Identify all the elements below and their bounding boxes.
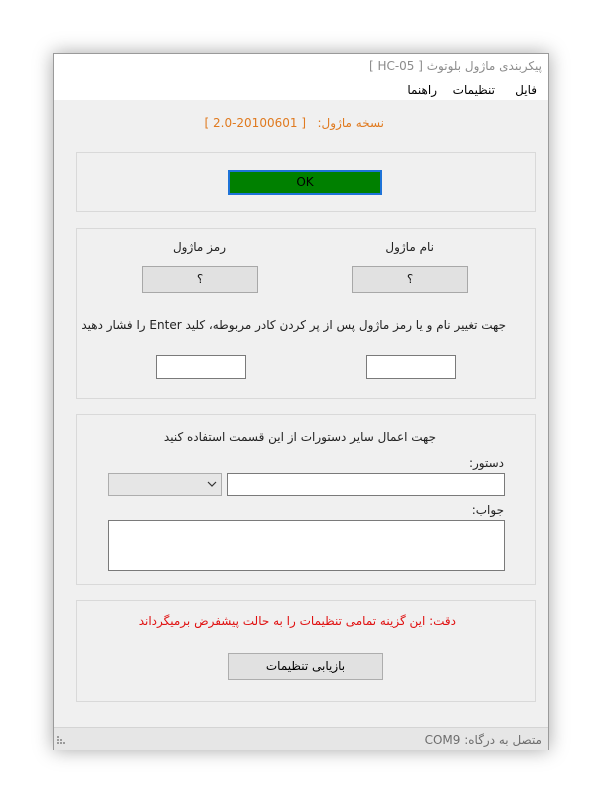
version-value: [ 2.0-20100601 ] xyxy=(204,116,306,130)
status-port xyxy=(425,733,542,747)
status-port-value: COM9 xyxy=(424,733,461,747)
module-group xyxy=(76,228,536,399)
module-pin-input[interactable] xyxy=(156,355,246,379)
response-textarea[interactable] xyxy=(108,520,505,571)
reset-warning: دقت: این گزینه تمامی تنظیمات را به حالت پیشفرض برمیگرداند xyxy=(138,614,456,628)
module-name-value: ؟ xyxy=(352,266,468,293)
menu-bar xyxy=(54,78,548,100)
resize-grip-icon[interactable] xyxy=(57,736,66,745)
module-pin-value: ؟ xyxy=(142,266,258,293)
chevron-down-icon xyxy=(207,481,217,488)
window-title: پیکربندی ماژول بلوتوث [ HC-05 ] xyxy=(368,59,542,73)
command-label: دستور: xyxy=(468,456,504,470)
status-bar xyxy=(54,727,548,750)
status-port-label: متصل به درگاه: xyxy=(464,733,542,747)
menu-settings[interactable]: تنظیمات xyxy=(452,83,495,97)
command-dropdown[interactable] xyxy=(108,473,222,496)
title-bar[interactable] xyxy=(54,54,548,78)
menu-help[interactable]: راهنما xyxy=(407,83,437,97)
response-label: جواب: xyxy=(471,503,504,517)
module-pin-label: رمز ماژول xyxy=(172,240,226,254)
reset-settings-button[interactable]: بازیابی تنظیمات xyxy=(228,653,383,680)
command-input[interactable] xyxy=(227,473,505,496)
module-name-input[interactable] xyxy=(366,355,456,379)
app-window xyxy=(53,53,549,750)
ok-button[interactable]: OK xyxy=(228,170,382,195)
module-hint: جهت تغییر نام و یا رمز ماژول پس از پر کردن کادر مربوطه، کلید Enter را فشار دهید xyxy=(81,318,506,332)
version-label: نسخه ماژول: xyxy=(317,116,384,130)
module-name-label: نام ماژول xyxy=(385,240,434,254)
menu-file[interactable]: فایل xyxy=(515,83,537,97)
commands-title: جهت اعمال سایر دستورات از این قسمت استفاده کنید xyxy=(163,430,436,444)
